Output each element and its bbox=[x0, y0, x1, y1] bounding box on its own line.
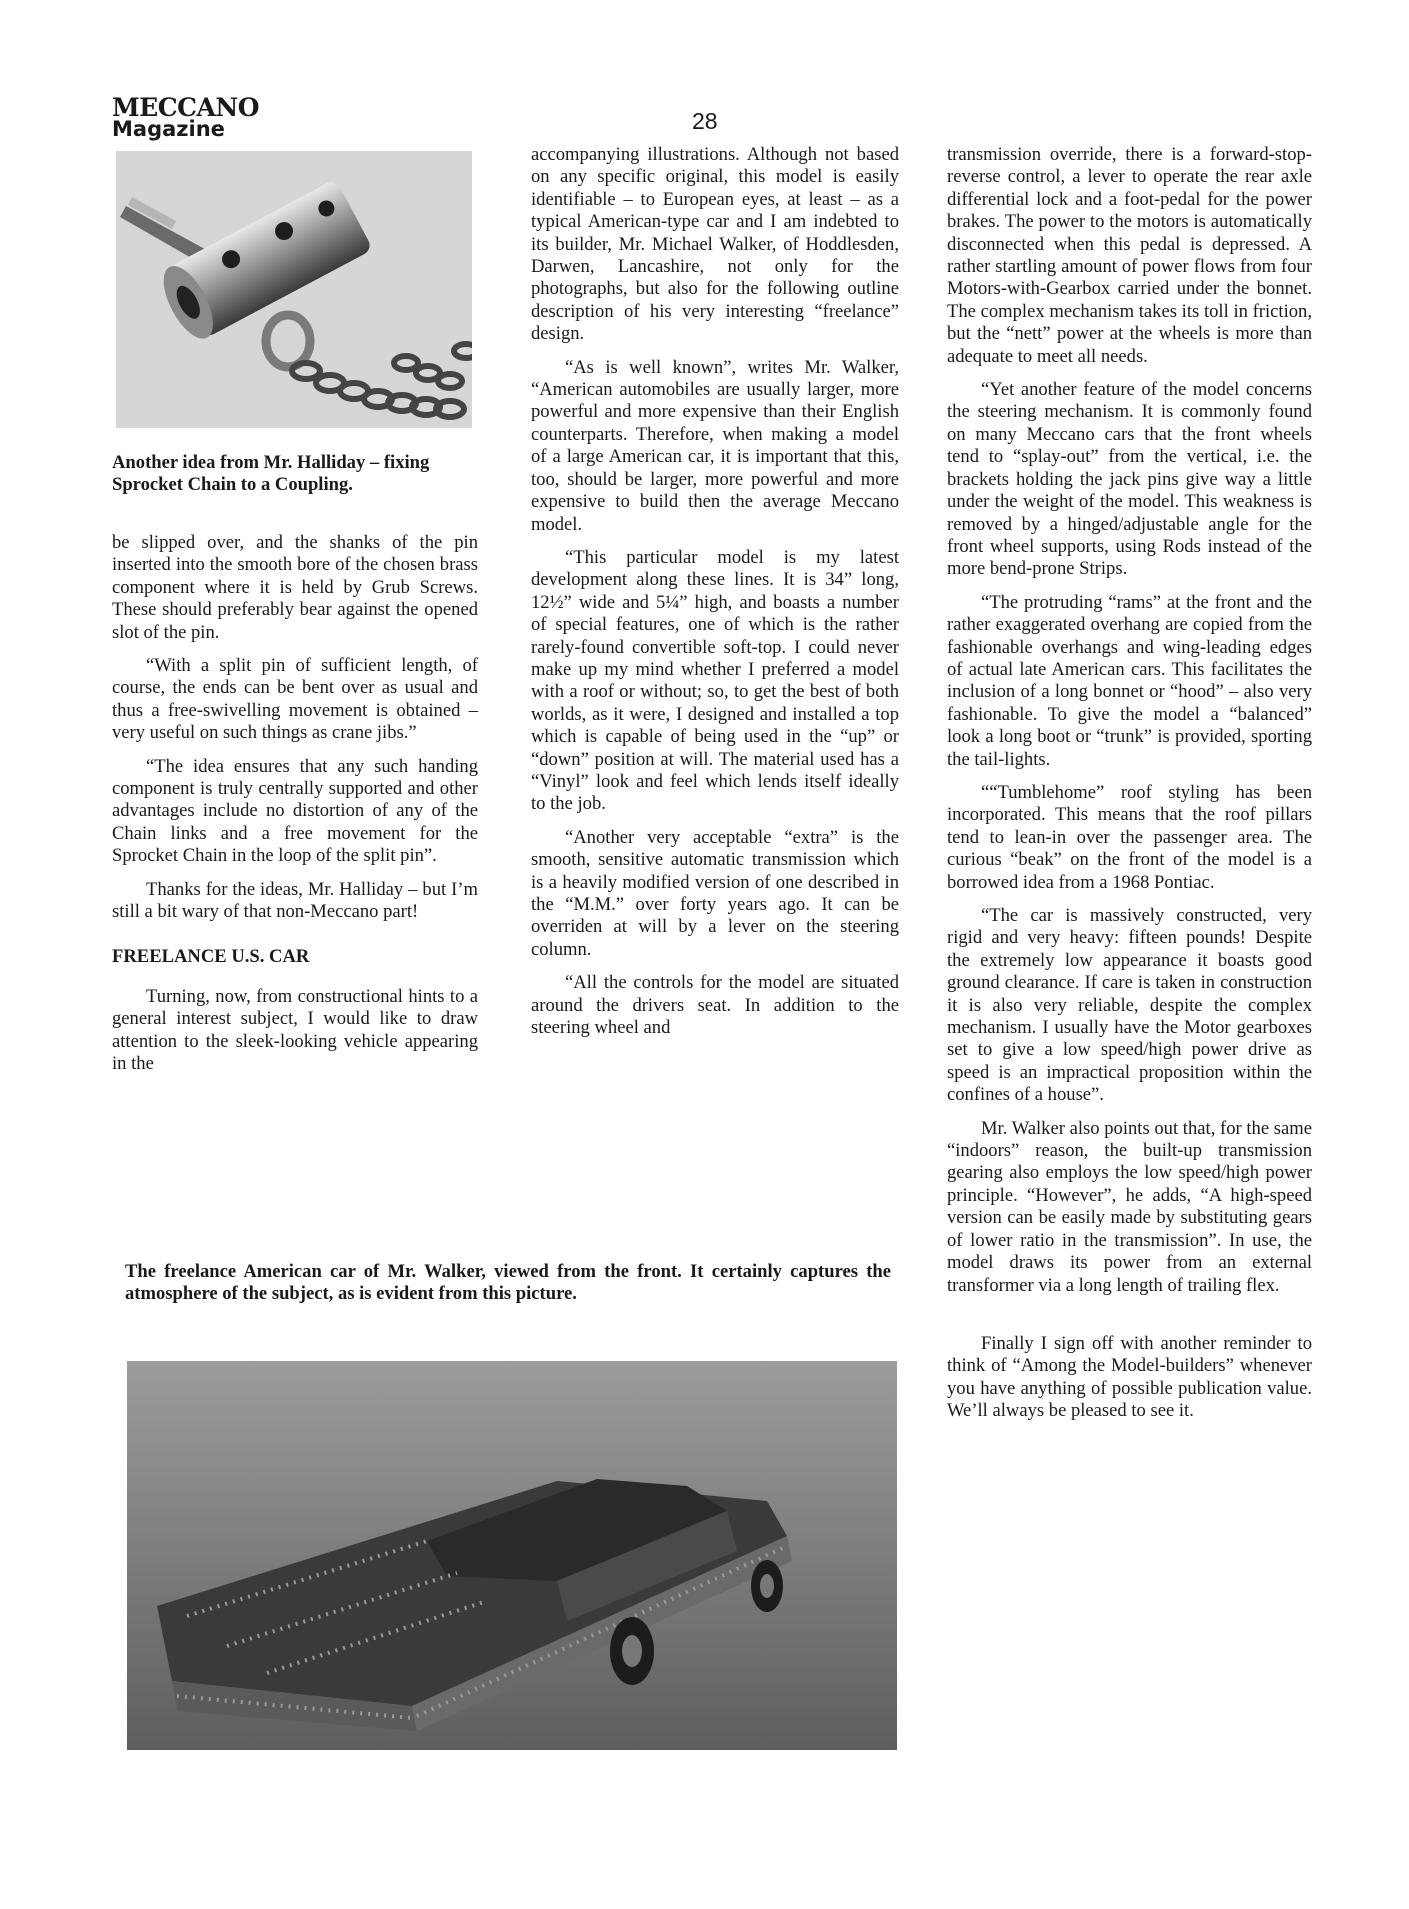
car-model-photo bbox=[127, 1361, 897, 1750]
coupling-photo bbox=[116, 151, 472, 428]
page-number: 28 bbox=[692, 108, 718, 134]
paragraph: Thanks for the ideas, Mr. Halliday – but I’m still a bit wary of that non-Meccano part! bbox=[112, 878, 478, 923]
paragraph: “With a split pin of sufficient length, of course, the ends can be bent over as usual and thus a free-swivelling movement is obtained – very useful on such things as crane jibs.” bbox=[112, 655, 478, 744]
paragraph: transmission override, there is a forward-stop-reverse control, a lever to operate the rear axle differential lock and a foot-pedal for the power brakes. The power to the motors is automatically disconnected when this pedal is depressed. A rather startling amount of power flows from four Motors-with-Gearbox carried under the bonnet. The complex mechanism takes its toll in friction, but the “nett” power at the wheels is more than adequate to meet all needs. bbox=[947, 144, 1312, 367]
paragraph: Turning, now, from constructional hints to a general interest subject, I would like to draw attention to the sleek-looking vehicle appearing in the bbox=[112, 985, 478, 1075]
paragraph: Finally I sign off with another reminder to think of “Among the Model-builders” whenever you have anything of possible publication value. We’ll always be pleased to see it. bbox=[947, 1332, 1312, 1422]
paragraph: ““Tumblehome” roof styling has been incorporated. This means that the roof pillars tend to lean-in over the passenger area. The curious “beak” on the front of the model is a borrowed idea from a 1968 Pontiac. bbox=[947, 781, 1312, 893]
article-column-2 bbox=[531, 144, 899, 1050]
masthead-logo bbox=[112, 95, 259, 140]
masthead-subtitle: Magazine bbox=[112, 117, 225, 141]
paragraph: “As is well known”, writes Mr. Walker, “American automobiles are usually larger, more powerful and more expensive than their English counterparts. Therefore, when making a model of a large American car, it is important that this, too, should be larger, more powerful and more expensive to build then the average Meccano model. bbox=[531, 356, 899, 535]
masthead-title: MECCANO bbox=[112, 93, 260, 122]
article-column-3 bbox=[947, 144, 1312, 1434]
photo-caption-coupling: Another idea from Mr. Halliday – fixing Sprocket Chain to a Coupling. bbox=[112, 452, 430, 495]
paragraph: “Another very acceptable “extra” is the smooth, sensitive automatic transmission which is a heavily modified version of one described in the “M.M.” over forty years ago. It can be overriden at will by a lever on the steering column. bbox=[531, 826, 899, 960]
article-column-1 bbox=[112, 532, 478, 1087]
paragraph: accompanying illustrations. Although not based on any specific original, this model is easily identifiable – to European eyes, at least – as a typical American-type car and I am indebted to its builder, Mr. Michael Walker, of Hoddlesden, Darwen, Lancashire, not only for the photographs, but also for the following outline description of his very interesting “freelance” design. bbox=[531, 144, 899, 345]
section-heading: FREELANCE U.S. CAR bbox=[112, 945, 310, 967]
paragraph: “All the controls for the model are situated around the drivers seat. In addition to the steering wheel and bbox=[531, 972, 899, 1039]
paragraph: “This particular model is my latest development along these lines. It is 34” long, 12½” wide and 5¼” high, and boasts a number of special features, one of which is the rather rarely-found convertible soft-top. I could never make up my mind whether I preferred a model with a roof or without; so, to get the best of both worlds, as it were, I designed and installed a top which is capable of being used in the “up” or “down” position at will. The material used has a “Vinyl” look and feel which lends itself ideally to the job. bbox=[531, 546, 899, 815]
paragraph: “The idea ensures that any such handing component is truly centrally supported and other advantages include no distortion of any of the Chain links and a free movement for the Sprocket Chain in the loop of the split pin”. bbox=[112, 755, 478, 867]
paragraph: “The protruding “rams” at the front and the rather exaggerated overhang are copied from the fashionable overhangs and wing-leading edges of actual late American cars. This facilitates the inclusion of a long bonnet or “hood” – also very fashionable. To give the model a “balanced” look a long boot or “trunk” is provided, sporting the tail-lights. bbox=[947, 591, 1312, 770]
paragraph: “Yet another feature of the model concerns the steering mechanism. It is commonly found on many Meccano cars that the front wheels tend to “splay-out” from the vertical, i.e. the brackets holding the jack pins give way a little under the weight of the model. This weakness is removed by a hinged/adjustable angle for the front wheel supports, using Rods instead of the more bend-prone Strips. bbox=[947, 379, 1312, 580]
paragraph: Mr. Walker also points out that, for the same “indoors” reason, the built-up transmission gearing also employs the low speed/high power principle. “However”, he adds, “A high-speed version can be easily made by substituting gears of lower ratio in the transmission”. In use, the model draws its power from an external transformer via a long length of trailing flex. bbox=[947, 1117, 1312, 1296]
paragraph: be slipped over, and the shanks of the pin inserted into the smooth bore of the chosen brass component where it is held by Grub Screws. These should preferably bear against the opened slot of the pin. bbox=[112, 532, 478, 643]
paragraph: “The car is massively constructed, very rigid and very heavy: fifteen pounds! Despite the extremely low appearance it boasts good ground clearance. If care is taken in construction it is also very reliable, despite the complex mechanism. I usually have the Motor gearboxes set to give a low speed/high power drive as speed is an impractical proposition within the confines of a house”. bbox=[947, 905, 1312, 1106]
photo-caption-car: The freelance American car of Mr. Walker, viewed from the front. It certainly captures the atmosphere of the subject, as is evident from this picture. bbox=[125, 1261, 891, 1304]
